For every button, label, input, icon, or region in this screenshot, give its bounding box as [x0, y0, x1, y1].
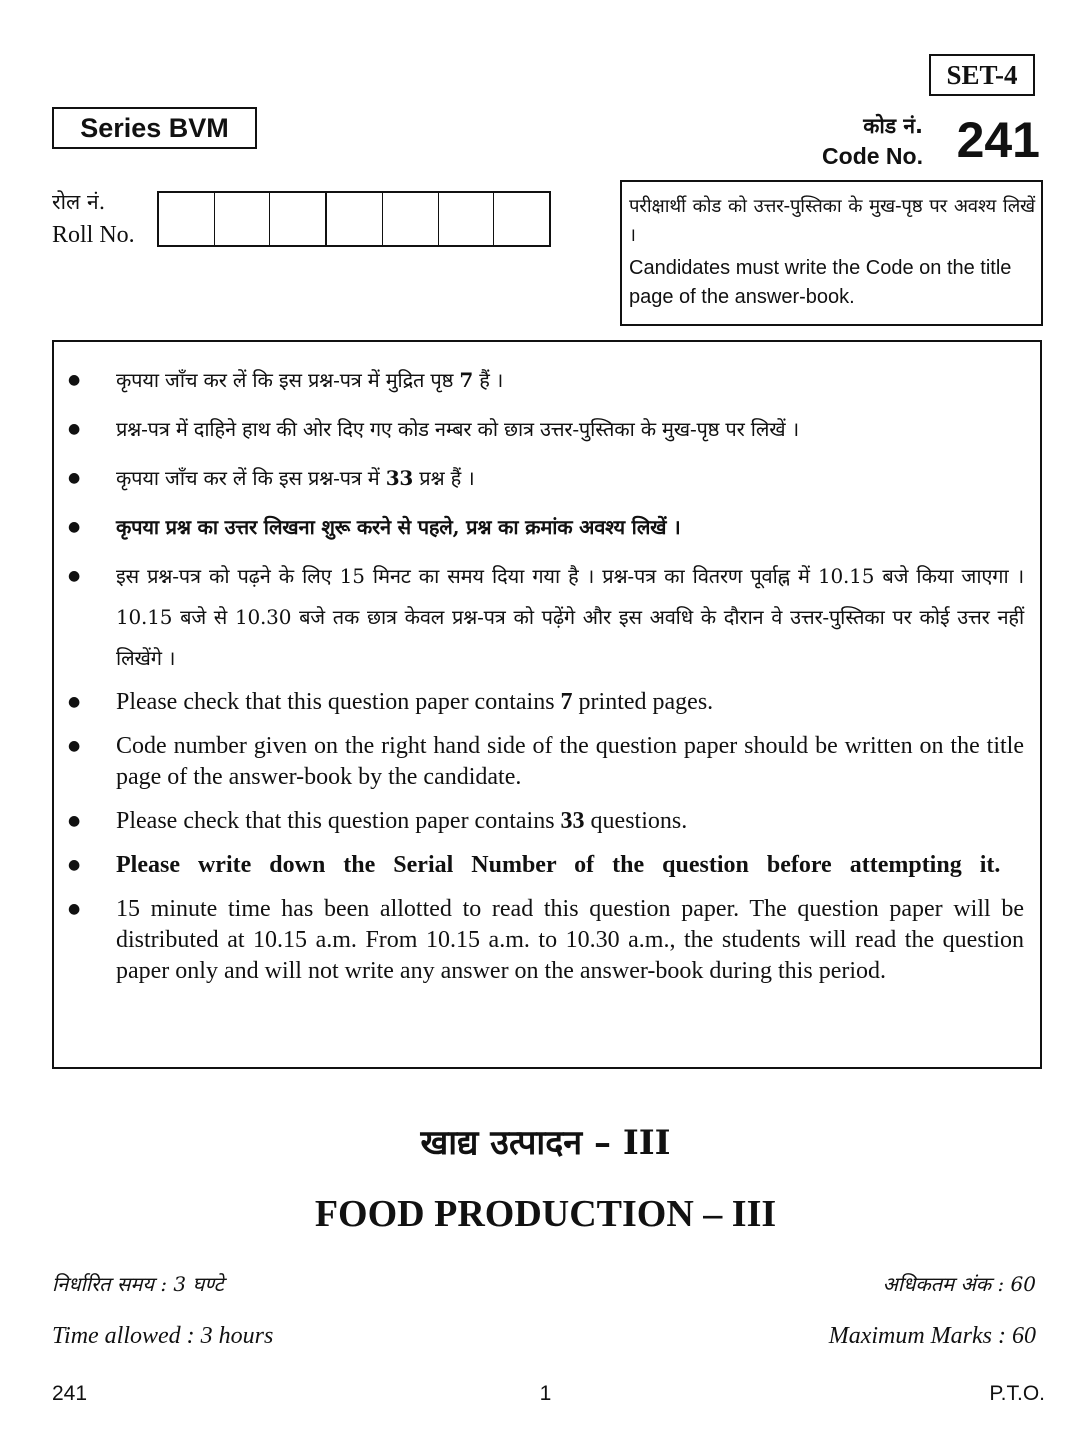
bullet-icon: ● — [68, 857, 81, 873]
instructions-box — [52, 340, 1042, 1069]
instruction-item: ● प्रश्न-पत्र में दाहिने हाथ की ओर दिए गए कोड नम्बर को छात्र उत्तर-पुस्तिका के मुख-पृष्ठ पर लिखें । — [68, 409, 1024, 450]
instruction-item: ● 15 minute time has been allotted to read this question paper. The question paper will be distributed at 10.15 a.m. From 10.15 a.m. to 10.30 a.m., the students will read the question paper only and will not write any answer on the answer-book during this period. — [68, 896, 1024, 984]
instruction-item: ● इस प्रश्न-पत्र को पढ़ने के लिए 15 मिनट का समय दिया गया है । प्रश्न-पत्र का वितरण पूर्वाह्न में 10.15 बजे किया जाएगा । 10.15 बजे से 10.30 बजे तक छात्र केवल प्रश्न-पत्र को पढ़ेंगे और इस अवधि के दौरान वे उत्तर-पुस्तिका पर कोई उत्तर नहीं लिखेंगे । — [68, 556, 1024, 679]
code-note-box — [620, 180, 1043, 326]
instruction-item: ● Please write down the Serial Number of the question before attempting it. — [68, 850, 1024, 881]
series-label: Series BVM — [52, 107, 257, 149]
bullet-icon: ● — [68, 470, 81, 486]
roll-digit-box[interactable] — [215, 193, 271, 245]
bullet-icon: ● — [68, 694, 81, 710]
roll-digit-box[interactable] — [327, 193, 383, 245]
code-label-hindi: कोड नं. — [863, 114, 923, 138]
instruction-item: ● कृपया प्रश्न का उत्तर लिखना शुरू करने से पहले, प्रश्न का क्रमांक अवश्य लिखें । — [68, 507, 1024, 548]
instruction-item: ● कृपया जाँच कर लें कि इस प्रश्न-पत्र में 33 प्रश्न हैं । — [68, 458, 1024, 499]
roll-digit-box[interactable] — [159, 193, 215, 245]
footer-code: 241 — [52, 1382, 88, 1405]
bullet-icon: ● — [68, 421, 81, 437]
bullet-icon: ● — [68, 372, 81, 388]
code-note-hindi: परीक्षार्थी कोड को उत्तर-पुस्तिका के मुख-पृष्ठ पर अवश्य लिखें । — [629, 196, 1035, 246]
bullet-icon: ● — [68, 738, 81, 754]
bullet-icon: ● — [68, 813, 81, 829]
roll-digit-box[interactable] — [383, 193, 439, 245]
roll-digit-box[interactable] — [270, 193, 327, 245]
time-allowed-hindi: निर्धारित समय : 3 घण्टे — [52, 1272, 224, 1296]
roll-digit-box[interactable] — [494, 193, 549, 245]
maximum-marks-hindi: अधिकतम अंक : 60 — [882, 1272, 1036, 1296]
set-label: SET-4 — [929, 54, 1035, 96]
roll-digit-box[interactable] — [439, 193, 495, 245]
subject-title-hindi: खाद्य उत्पादन – III — [420, 1123, 671, 1163]
instruction-item: ● Please check that this question paper contains 33 questions. — [68, 806, 1024, 837]
code-note-english: Candidates must write the Code on the title page of the answer-book. — [629, 257, 1012, 308]
time-allowed-english: Time allowed : 3 hours — [52, 1323, 274, 1349]
code-number: 241 — [956, 112, 1040, 168]
roll-label-english: Roll No. — [52, 222, 135, 248]
maximum-marks-english: Maximum Marks : 60 — [828, 1323, 1036, 1349]
subject-title-english: FOOD PRODUCTION – III — [314, 1193, 777, 1235]
instruction-item: ● Code number given on the right hand side of the question paper should be written on the title page of the answer-book by the candidate. — [68, 733, 1024, 790]
instruction-item: ● Please check that this question paper contains 7 printed pages. — [68, 687, 1024, 718]
pto-label: P.T.O. — [989, 1382, 1045, 1405]
page-number: 1 — [539, 1382, 552, 1405]
code-label-english: Code No. — [822, 143, 923, 169]
bullet-icon: ● — [68, 568, 81, 584]
roll-number-boxes — [157, 191, 551, 247]
roll-label-hindi: रोल नं. — [52, 190, 106, 214]
bullet-icon: ● — [68, 519, 81, 535]
instruction-item: ● कृपया जाँच कर लें कि इस प्रश्न-पत्र में मुद्रित पृष्ठ 7 हैं । — [68, 360, 1024, 401]
bullet-icon: ● — [68, 901, 81, 917]
